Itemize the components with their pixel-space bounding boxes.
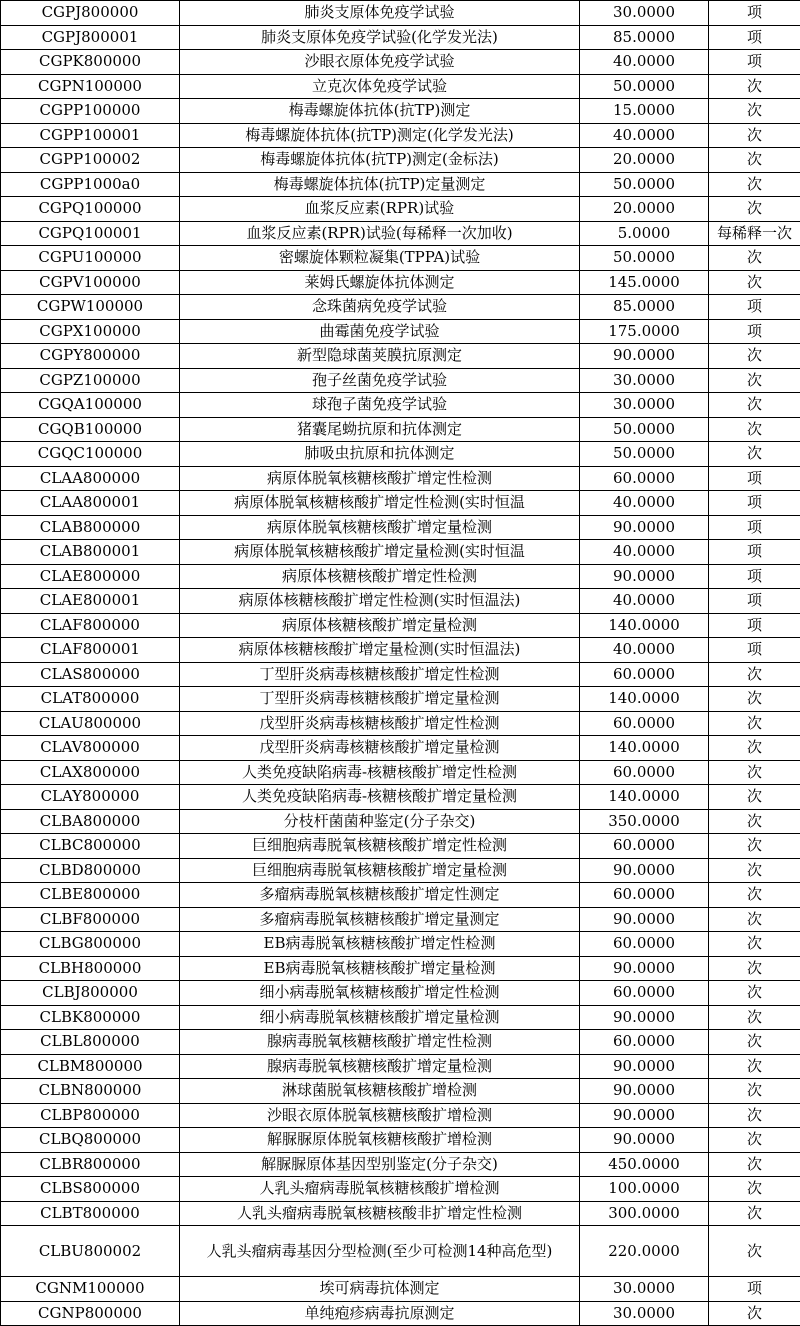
item-code-cell: CLAE800000 xyxy=(1,564,180,589)
item-price-cell: 140.0000 xyxy=(580,613,709,638)
item-unit-cell: 项 xyxy=(709,540,800,565)
item-code-cell: CGPK800000 xyxy=(1,50,180,75)
item-unit-cell: 次 xyxy=(709,1005,800,1030)
item-code-cell: CLBF800000 xyxy=(1,907,180,932)
item-name-cell: 猪囊尾蚴抗原和抗体测定 xyxy=(180,417,580,442)
item-price-cell: 60.0000 xyxy=(580,466,709,491)
item-unit-cell: 项 xyxy=(709,1,800,26)
item-unit-cell: 项 xyxy=(709,589,800,614)
table-row xyxy=(1,1128,800,1153)
item-code-cell: CLBC800000 xyxy=(1,834,180,859)
item-price-cell: 60.0000 xyxy=(580,981,709,1006)
item-code-cell: CGPP100002 xyxy=(1,148,180,173)
table-row xyxy=(1,711,800,736)
item-unit-cell: 每稀释一次 xyxy=(709,221,800,246)
item-price-cell: 20.0000 xyxy=(580,148,709,173)
item-price-cell: 85.0000 xyxy=(580,25,709,50)
item-price-cell: 350.0000 xyxy=(580,809,709,834)
item-unit-cell: 次 xyxy=(709,809,800,834)
item-price-cell: 220.0000 xyxy=(580,1226,709,1277)
item-code-cell: CLBT800000 xyxy=(1,1201,180,1226)
item-name-cell: 沙眼衣原体脱氧核糖核酸扩增检测 xyxy=(180,1103,580,1128)
item-name-cell: 单纯疱疹病毒抗原测定 xyxy=(180,1301,580,1326)
item-unit-cell: 次 xyxy=(709,1128,800,1153)
item-name-cell: 梅毒螺旋体抗体(抗TP)测定 xyxy=(180,99,580,124)
item-unit-cell: 次 xyxy=(709,1152,800,1177)
item-price-cell: 50.0000 xyxy=(580,74,709,99)
item-price-cell: 40.0000 xyxy=(580,123,709,148)
item-unit-cell: 次 xyxy=(709,246,800,271)
item-code-cell: CLBN800000 xyxy=(1,1079,180,1104)
item-code-cell: CGQA100000 xyxy=(1,393,180,418)
table-row xyxy=(1,515,800,540)
item-name-cell: 病原体核糖核酸扩增定量检测(实时恒温法) xyxy=(180,638,580,663)
item-unit-cell: 次 xyxy=(709,99,800,124)
item-name-cell: 念珠菌病免疫学试验 xyxy=(180,295,580,320)
item-name-cell: EB病毒脱氧核糖核酸扩增定量检测 xyxy=(180,956,580,981)
item-code-cell: CGPV100000 xyxy=(1,270,180,295)
item-name-cell: 淋球菌脱氧核糖核酸扩增检测 xyxy=(180,1079,580,1104)
item-price-cell: 60.0000 xyxy=(580,834,709,859)
item-code-cell: CLAY800000 xyxy=(1,785,180,810)
table-row xyxy=(1,1005,800,1030)
item-name-cell: 病原体核糖核酸扩增定性检测 xyxy=(180,564,580,589)
item-name-cell: EB病毒脱氧核糖核酸扩增定性检测 xyxy=(180,932,580,957)
item-price-cell: 50.0000 xyxy=(580,172,709,197)
item-name-cell: 丁型肝炎病毒核糖核酸扩增定性检测 xyxy=(180,662,580,687)
item-code-cell: CLBU800002 xyxy=(1,1226,180,1277)
item-name-cell: 戊型肝炎病毒核糖核酸扩增定量检测 xyxy=(180,736,580,761)
item-unit-cell: 次 xyxy=(709,1226,800,1277)
item-unit-cell: 项 xyxy=(709,50,800,75)
item-code-cell: CGPJ800001 xyxy=(1,25,180,50)
item-name-cell: 分枝杆菌菌种鉴定(分子杂交) xyxy=(180,809,580,834)
table-row xyxy=(1,172,800,197)
item-unit-cell: 次 xyxy=(709,687,800,712)
item-name-cell: 肺炎支原体免疫学试验 xyxy=(180,1,580,26)
table-row xyxy=(1,417,800,442)
table-row xyxy=(1,932,800,957)
item-unit-cell: 次 xyxy=(709,148,800,173)
item-name-cell: 新型隐球菌荚膜抗原测定 xyxy=(180,344,580,369)
item-price-cell: 90.0000 xyxy=(580,1054,709,1079)
item-code-cell: CGPY800000 xyxy=(1,344,180,369)
item-price-cell: 40.0000 xyxy=(580,491,709,516)
item-name-cell: 肺炎支原体免疫学试验(化学发光法) xyxy=(180,25,580,50)
item-unit-cell: 次 xyxy=(709,662,800,687)
item-unit-cell: 项 xyxy=(709,564,800,589)
item-unit-cell: 次 xyxy=(709,858,800,883)
item-name-cell: 立克次体免疫学试验 xyxy=(180,74,580,99)
item-name-cell: 血浆反应素(RPR)试验(每稀释一次加收) xyxy=(180,221,580,246)
table-row xyxy=(1,1030,800,1055)
item-name-cell: 莱姆氏螺旋体抗体测定 xyxy=(180,270,580,295)
item-price-cell: 40.0000 xyxy=(580,540,709,565)
item-unit-cell: 次 xyxy=(709,74,800,99)
item-price-cell: 60.0000 xyxy=(580,711,709,736)
table-row xyxy=(1,956,800,981)
item-name-cell: 沙眼衣原体免疫学试验 xyxy=(180,50,580,75)
item-unit-cell: 项 xyxy=(709,515,800,540)
item-unit-cell: 次 xyxy=(709,932,800,957)
table-row xyxy=(1,858,800,883)
item-unit-cell: 次 xyxy=(709,1054,800,1079)
table-row xyxy=(1,613,800,638)
item-unit-cell: 次 xyxy=(709,368,800,393)
table-row xyxy=(1,883,800,908)
item-name-cell: 人类免疫缺陷病毒-核糖核酸扩增定量检测 xyxy=(180,785,580,810)
item-name-cell: 病原体核糖核酸扩增定性检测(实时恒温法) xyxy=(180,589,580,614)
item-unit-cell: 次 xyxy=(709,907,800,932)
table-row xyxy=(1,50,800,75)
item-code-cell: CLBM800000 xyxy=(1,1054,180,1079)
item-code-cell: CGQC100000 xyxy=(1,442,180,467)
item-code-cell: CLBA800000 xyxy=(1,809,180,834)
item-price-cell: 60.0000 xyxy=(580,1030,709,1055)
table-row xyxy=(1,466,800,491)
item-name-cell: 人类免疫缺陷病毒-核糖核酸扩增定性检测 xyxy=(180,760,580,785)
item-name-cell: 梅毒螺旋体抗体(抗TP)测定(化学发光法) xyxy=(180,123,580,148)
item-name-cell: 球孢子菌免疫学试验 xyxy=(180,393,580,418)
item-unit-cell: 次 xyxy=(709,270,800,295)
item-code-cell: CLBG800000 xyxy=(1,932,180,957)
item-name-cell: 解脲脲原体脱氧核糖核酸扩增检测 xyxy=(180,1128,580,1153)
table-row xyxy=(1,1201,800,1226)
item-price-cell: 40.0000 xyxy=(580,589,709,614)
item-price-cell: 50.0000 xyxy=(580,417,709,442)
item-code-cell: CLBJ800000 xyxy=(1,981,180,1006)
item-code-cell: CLBK800000 xyxy=(1,1005,180,1030)
item-price-cell: 145.0000 xyxy=(580,270,709,295)
item-name-cell: 病原体脱氧核糖核酸扩增定量检测(实时恒温 xyxy=(180,540,580,565)
table-row xyxy=(1,123,800,148)
item-name-cell: 多瘤病毒脱氧核糖核酸扩增定量测定 xyxy=(180,907,580,932)
item-unit-cell: 次 xyxy=(709,417,800,442)
item-code-cell: CLBE800000 xyxy=(1,883,180,908)
item-code-cell: CLAE800001 xyxy=(1,589,180,614)
table-row xyxy=(1,1226,800,1277)
item-unit-cell: 次 xyxy=(709,344,800,369)
table-row xyxy=(1,907,800,932)
item-name-cell: 巨细胞病毒脱氧核糖核酸扩增定性检测 xyxy=(180,834,580,859)
item-unit-cell: 次 xyxy=(709,1030,800,1055)
table-row xyxy=(1,1054,800,1079)
item-name-cell: 细小病毒脱氧核糖核酸扩增定量检测 xyxy=(180,1005,580,1030)
item-name-cell: 解脲脲原体基因型别鉴定(分子杂交) xyxy=(180,1152,580,1177)
item-name-cell: 戊型肝炎病毒核糖核酸扩增定性检测 xyxy=(180,711,580,736)
item-price-cell: 100.0000 xyxy=(580,1177,709,1202)
table-row xyxy=(1,540,800,565)
item-unit-cell: 项 xyxy=(709,491,800,516)
table-row xyxy=(1,246,800,271)
table-row xyxy=(1,197,800,222)
item-code-cell: CLAU800000 xyxy=(1,711,180,736)
item-unit-cell: 次 xyxy=(709,785,800,810)
item-code-cell: CLAV800000 xyxy=(1,736,180,761)
item-code-cell: CGPQ100000 xyxy=(1,197,180,222)
item-name-cell: 病原体核糖核酸扩增定量检测 xyxy=(180,613,580,638)
item-price-cell: 140.0000 xyxy=(580,785,709,810)
item-price-cell: 450.0000 xyxy=(580,1152,709,1177)
item-code-cell: CGQB100000 xyxy=(1,417,180,442)
table-row xyxy=(1,393,800,418)
item-code-cell: CGNM100000 xyxy=(1,1277,180,1302)
item-code-cell: CLAS800000 xyxy=(1,662,180,687)
item-code-cell: CLAB800000 xyxy=(1,515,180,540)
item-name-cell: 梅毒螺旋体抗体(抗TP)测定(金标法) xyxy=(180,148,580,173)
table-row xyxy=(1,221,800,246)
table-row xyxy=(1,491,800,516)
table-row xyxy=(1,319,800,344)
item-code-cell: CGPX100000 xyxy=(1,319,180,344)
table-row xyxy=(1,344,800,369)
item-unit-cell: 次 xyxy=(709,760,800,785)
item-code-cell: CGPW100000 xyxy=(1,295,180,320)
item-code-cell: CLBP800000 xyxy=(1,1103,180,1128)
item-code-cell: CLAF800000 xyxy=(1,613,180,638)
item-code-cell: CGPP100000 xyxy=(1,99,180,124)
table-row xyxy=(1,981,800,1006)
item-unit-cell: 次 xyxy=(709,834,800,859)
item-code-cell: CLBL800000 xyxy=(1,1030,180,1055)
item-unit-cell: 次 xyxy=(709,1301,800,1326)
item-unit-cell: 项 xyxy=(709,295,800,320)
item-price-cell: 40.0000 xyxy=(580,638,709,663)
item-code-cell: CLBQ800000 xyxy=(1,1128,180,1153)
item-code-cell: CGPZ100000 xyxy=(1,368,180,393)
item-name-cell: 多瘤病毒脱氧核糖核酸扩增定性测定 xyxy=(180,883,580,908)
item-name-cell: 密螺旋体颗粒凝集(TPPA)试验 xyxy=(180,246,580,271)
item-unit-cell: 次 xyxy=(709,197,800,222)
table-row xyxy=(1,148,800,173)
item-name-cell: 人乳头瘤病毒脱氧核糖核酸非扩增定性检测 xyxy=(180,1201,580,1226)
item-price-cell: 175.0000 xyxy=(580,319,709,344)
item-name-cell: 人乳头瘤病毒脱氧核糖核酸扩增检测 xyxy=(180,1177,580,1202)
item-price-cell: 60.0000 xyxy=(580,932,709,957)
item-code-cell: CGPP100001 xyxy=(1,123,180,148)
item-price-cell: 50.0000 xyxy=(580,442,709,467)
item-price-cell: 30.0000 xyxy=(580,1301,709,1326)
item-name-cell: 丁型肝炎病毒核糖核酸扩增定量检测 xyxy=(180,687,580,712)
item-name-cell: 病原体脱氧核糖核酸扩增定性检测(实时恒温 xyxy=(180,491,580,516)
item-code-cell: CLAX800000 xyxy=(1,760,180,785)
item-code-cell: CLAA800001 xyxy=(1,491,180,516)
item-unit-cell: 次 xyxy=(709,1177,800,1202)
item-price-cell: 90.0000 xyxy=(580,907,709,932)
table-row xyxy=(1,74,800,99)
item-name-cell: 腺病毒脱氧核糖核酸扩增定性检测 xyxy=(180,1030,580,1055)
item-unit-cell: 次 xyxy=(709,1079,800,1104)
item-code-cell: CGPQ100001 xyxy=(1,221,180,246)
item-name-cell: 细小病毒脱氧核糖核酸扩增定性检测 xyxy=(180,981,580,1006)
item-price-cell: 60.0000 xyxy=(580,760,709,785)
table-row xyxy=(1,1,800,26)
item-price-cell: 140.0000 xyxy=(580,687,709,712)
item-code-cell: CLAT800000 xyxy=(1,687,180,712)
item-unit-cell: 次 xyxy=(709,1201,800,1226)
table-row xyxy=(1,1079,800,1104)
item-unit-cell: 次 xyxy=(709,711,800,736)
table-row xyxy=(1,662,800,687)
item-price-cell: 60.0000 xyxy=(580,662,709,687)
item-unit-cell: 项 xyxy=(709,613,800,638)
table-row xyxy=(1,736,800,761)
table-row xyxy=(1,270,800,295)
item-unit-cell: 项 xyxy=(709,319,800,344)
item-name-cell: 埃可病毒抗体测定 xyxy=(180,1277,580,1302)
table-row xyxy=(1,1177,800,1202)
item-price-cell: 90.0000 xyxy=(580,564,709,589)
item-price-cell: 300.0000 xyxy=(580,1201,709,1226)
item-name-cell: 孢子丝菌免疫学试验 xyxy=(180,368,580,393)
item-code-cell: CGPN100000 xyxy=(1,74,180,99)
item-price-cell: 90.0000 xyxy=(580,1103,709,1128)
item-name-cell: 巨细胞病毒脱氧核糖核酸扩增定量检测 xyxy=(180,858,580,883)
item-code-cell: CLAF800001 xyxy=(1,638,180,663)
item-code-cell: CGPU100000 xyxy=(1,246,180,271)
item-price-cell: 90.0000 xyxy=(580,1128,709,1153)
table-row xyxy=(1,368,800,393)
table-row xyxy=(1,834,800,859)
table-row xyxy=(1,442,800,467)
table-row xyxy=(1,638,800,663)
item-unit-cell: 次 xyxy=(709,1103,800,1128)
item-name-cell: 曲霉菌免疫学试验 xyxy=(180,319,580,344)
item-code-cell: CGPJ800000 xyxy=(1,1,180,26)
item-price-cell: 30.0000 xyxy=(580,368,709,393)
item-name-cell: 病原体脱氧核糖核酸扩增定量检测 xyxy=(180,515,580,540)
table-row xyxy=(1,1103,800,1128)
item-code-cell: CGNP800000 xyxy=(1,1301,180,1326)
item-price-cell: 90.0000 xyxy=(580,1005,709,1030)
item-price-cell: 30.0000 xyxy=(580,1277,709,1302)
table-row xyxy=(1,760,800,785)
item-unit-cell: 项 xyxy=(709,1277,800,1302)
item-name-cell: 肺吸虫抗原和抗体测定 xyxy=(180,442,580,467)
item-code-cell: CLBH800000 xyxy=(1,956,180,981)
item-unit-cell: 次 xyxy=(709,123,800,148)
item-code-cell: CLAB800001 xyxy=(1,540,180,565)
item-unit-cell: 次 xyxy=(709,442,800,467)
item-unit-cell: 次 xyxy=(709,956,800,981)
item-price-cell: 30.0000 xyxy=(580,393,709,418)
table-row xyxy=(1,295,800,320)
item-price-cell: 140.0000 xyxy=(580,736,709,761)
item-price-cell: 60.0000 xyxy=(580,883,709,908)
item-price-cell: 85.0000 xyxy=(580,295,709,320)
item-name-cell: 病原体脱氧核糖核酸扩增定性检测 xyxy=(180,466,580,491)
table-row xyxy=(1,785,800,810)
item-name-cell: 人乳头瘤病毒基因分型检测(至少可检测14种高危型) xyxy=(180,1226,580,1277)
table-row xyxy=(1,1277,800,1302)
item-unit-cell: 项 xyxy=(709,466,800,491)
item-price-cell: 15.0000 xyxy=(580,99,709,124)
item-unit-cell: 次 xyxy=(709,393,800,418)
item-unit-cell: 次 xyxy=(709,172,800,197)
item-price-cell: 90.0000 xyxy=(580,1079,709,1104)
item-code-cell: CGPP1000a0 xyxy=(1,172,180,197)
table-row xyxy=(1,25,800,50)
table-row xyxy=(1,589,800,614)
table-row xyxy=(1,1301,800,1326)
item-name-cell: 腺病毒脱氧核糖核酸扩增定量检测 xyxy=(180,1054,580,1079)
item-unit-cell: 次 xyxy=(709,981,800,1006)
item-code-cell: CLBR800000 xyxy=(1,1152,180,1177)
item-code-cell: CLAA800000 xyxy=(1,466,180,491)
item-price-cell: 90.0000 xyxy=(580,956,709,981)
item-price-cell: 90.0000 xyxy=(580,515,709,540)
item-unit-cell: 项 xyxy=(709,25,800,50)
item-price-cell: 30.0000 xyxy=(580,1,709,26)
item-price-cell: 50.0000 xyxy=(580,246,709,271)
item-price-cell: 5.0000 xyxy=(580,221,709,246)
table-row xyxy=(1,687,800,712)
item-name-cell: 梅毒螺旋体抗体(抗TP)定量测定 xyxy=(180,172,580,197)
table-body xyxy=(1,1,800,1326)
table-row xyxy=(1,809,800,834)
table-row xyxy=(1,1152,800,1177)
item-unit-cell: 次 xyxy=(709,883,800,908)
item-code-cell: CLBS800000 xyxy=(1,1177,180,1202)
table-row xyxy=(1,564,800,589)
item-code-cell: CLBD800000 xyxy=(1,858,180,883)
item-price-cell: 90.0000 xyxy=(580,344,709,369)
table-row xyxy=(1,99,800,124)
item-price-cell: 90.0000 xyxy=(580,858,709,883)
item-unit-cell: 次 xyxy=(709,736,800,761)
item-price-cell: 20.0000 xyxy=(580,197,709,222)
item-unit-cell: 项 xyxy=(709,638,800,663)
item-price-cell: 40.0000 xyxy=(580,50,709,75)
item-name-cell: 血浆反应素(RPR)试验 xyxy=(180,197,580,222)
